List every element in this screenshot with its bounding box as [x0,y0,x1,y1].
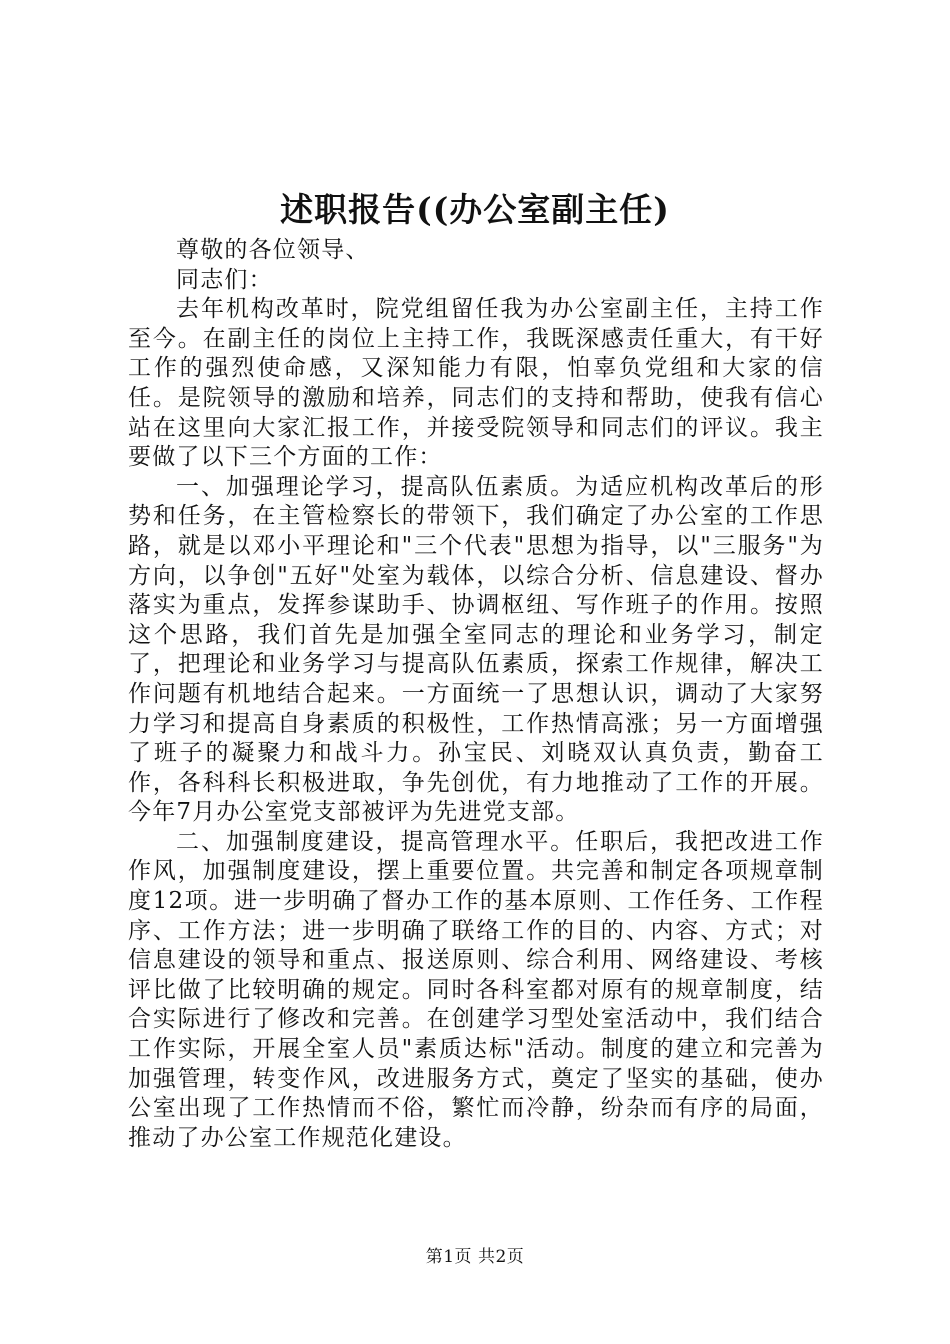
salutation-line-1: 尊敬的各位领导、 [176,237,370,263]
paragraph-system-building: 二、加强制度建设，提高管理水平。任职后，我把改进工作作风，加强制度建设，摆上重要位置。共完善和制定各项规章制度12项。进一步明确了督办工作的基本原则、工作任务、工作程序、工作方法；进一步明确了联络工作的目的、内容、方式；对信息建设的领导和重点、报送原则、综合利用、网络建设、考核评比做了比较明确的规定。同时各科室都对原有的规章制度，结合实际进行了修改和完善。在创建学习型处室活动中，我们结合工作实际，开展全室人员"素质达标"活动。制度的建立和完善为加强管理，转变作风，改进服务方式，奠定了坚实的基础，使办公室出现了工作热情而不俗，繁忙而冷静，纷杂而有序的局面，推动了办公室工作规范化建设。 [128,828,824,1151]
page-number-footer: 第1页 共2页 [425,1247,525,1267]
salutation-line-2: 同志们： [176,266,273,293]
document-body [128,236,824,1153]
document-title: 述职报告((办公室副主任) [280,190,670,229]
paragraph-intro: 去年机构改革时，院党组留任我为办公室副主任，主持工作至今。在副主任的岗位上主持工作，我既深感责任重大，有干好工作的强烈使命感，又深知能力有限，怕辜负党组和大家的信任。是院领导的激励和培养，同志们的支持和帮助，使我有信心站在这里向大家汇报工作，并接受院领导和同志们的评议。我主要做了以下三个方面的工作： [128,296,824,471]
paragraph-theory-study: 一、加强理论学习，提高队伍素质。为适应机构改革后的形势和任务，在主管检察长的带领下，我们确定了办公室的工作思路，就是以邓小平理论和"三个代表"思想为指导，以"三服务"为方向，以争创"五好"处室为载体，以综合分析、信息建设、督办落实为重点，发挥参谋助手、协调枢纽、写作班子的作用。按照这个思路，我们首先是加强全室同志的理论和业务学习，制定了，把理论和业务学习与提高队伍素质，探索工作规律，解决工作问题有机地结合起来。一方面统一了思想认识，调动了大家努力学习和提高自身素质的积极性，工作热情高涨；另一方面增强了班子的凝聚力和战斗力。孙宝民、刘晓双认真负责，勤奋工作，各科科长积极进取，争先创优，有力地推动了工作的开展。今年7月办公室党支部被评为先进党支部。 [128,473,824,826]
